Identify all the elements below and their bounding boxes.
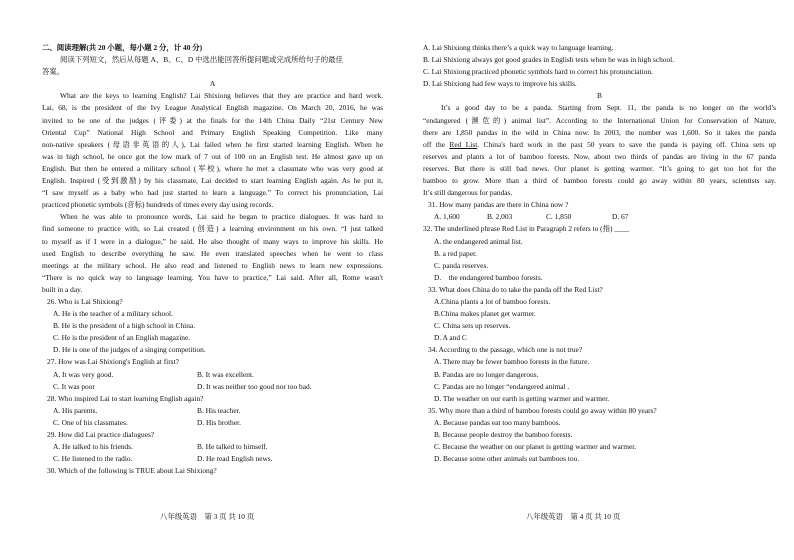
question-32-option-a: A. the endangered animal list. — [434, 236, 523, 246]
question-31-stem: 31. How many pandas are there in China now ? — [428, 200, 569, 210]
instruction-line: 阅读下列短文，然后从每题 A、B、C、D 中选出能回答所提问题或完成所给句子的最佳 — [60, 55, 343, 65]
question-28-options-row — [42, 417, 383, 429]
passage-a-line: When he was able to pronounce words, Lai said he began to practice dialogues. It was hard to — [60, 212, 383, 222]
question-30-option-c: C. Lai Shixiong practiced phonetic symbols hard to correct his pronunciation. — [423, 67, 653, 77]
passage-b-line: reserves. But there is still bad news. Our planet is getting warmer. “It’s going to get too hot for the — [423, 163, 776, 173]
question-32-stem: 32. The underlined phrase Red List in Paragraph 2 refers to (指) ____ — [423, 224, 630, 234]
passage-a-line: find someone to practice with, so Lai created (创造) a learning environment on his own. “I just talked — [42, 224, 383, 234]
passage-a-line: invited to be one of the judges (评委) at the finals for the 14th China Daily “21st Century New — [42, 115, 383, 125]
passage-b-line: bamboo to grow. More than a third of bamboo forests could go away within 80 years, scientists say. — [423, 176, 776, 186]
passage-a-line: non-native speakers (母语非英语的人), Lai failed when he first started learning English. When he — [42, 139, 383, 149]
left-page-footer: 八年级英语 第 3 页 共 10 页 — [160, 512, 255, 521]
question-28-stem: 28. Who inspired Lai to start learning English again? — [47, 393, 204, 403]
question-26-option-a: A. He is the teacher of a military school. — [53, 309, 173, 319]
passage-a-line: English. Inspired (受到激励) by his classmate, Lai decided to start learning English again. As he put it, — [42, 176, 383, 186]
passage-a-line: Oriental Cup” National High School and Primary English Speaking Competition. Like many — [42, 127, 383, 137]
passage-b-line: It’s still dangerous for pandas. — [423, 188, 513, 198]
question-26-option-c: C. He is the president of an English magazine. — [53, 333, 191, 343]
question-26-option-b: B. He is the president of a high school in China. — [53, 321, 196, 331]
question-31-option-d: D. 67 — [612, 212, 629, 222]
question-29-option-c: C. He listened to the radio. — [53, 454, 133, 464]
question-26-stem: 26. Who is Lai Shixiong? — [47, 296, 123, 306]
right-page-footer: 八年级英语 第 4 页 共 10 页 — [526, 512, 621, 521]
question-27-option-b: B. It was excellent. — [197, 369, 254, 379]
passage-b-line: there are 1,850 pandas in the wild in China now. In 2003, the number was 1,600. So it takes the panda — [423, 127, 776, 137]
question-34-stem: 34. According to the passage, which one is not true? — [428, 345, 583, 355]
passage-a-line: used English to describe everything he saw. He even translated speeches when he went to class — [42, 248, 383, 258]
question-29-options-row — [42, 453, 383, 465]
question-31-option-c: C. 1,850 — [546, 212, 572, 222]
red-list-underlined-phrase: Red List — [449, 139, 478, 149]
passage-a-line: “I saw myself as a baby who had just started to learn a language.” To correct his pronunciation, Lai — [42, 188, 383, 198]
passage-a-line: practiced phonetic symbols (音标) hundreds of times every day using records. — [42, 200, 274, 210]
passage-a-line: English. But then he entered a military school (军校), where he met a classmate who was very good at — [42, 163, 383, 173]
question-29-option-d: D. He read English news. — [197, 454, 273, 464]
passage-b-text: . China's hard work in the past 50 years to save the panda is paying off. China sets up — [477, 139, 776, 149]
question-33-stem: 33. What does China do to take the panda off the Red List? — [428, 284, 603, 294]
right-page — [397, 0, 794, 560]
passage-b-line: reserves and plants a lot of bamboo forests. Now, about two thirds of pandas are living in the 67 panda — [423, 151, 776, 161]
question-27-options-row — [42, 381, 383, 393]
question-26-option-d: D. He is one of the judges of a singing competition. — [53, 345, 206, 355]
question-27-options-row — [42, 369, 383, 381]
question-33-option-c: C. China sets up reserves. — [434, 321, 511, 331]
question-35-option-a: A. Because pandas eat too many bamboos. — [434, 417, 561, 427]
passage-a-line: built in a day. — [42, 284, 83, 294]
question-28-options-row — [42, 405, 383, 417]
passage-a-line: “There is no quick way to language learning. You have to practice,” Lai said. After all, Rome wasn't — [42, 272, 383, 282]
question-34-option-a: A. There may be fewer bamboo forests in the future. — [434, 357, 590, 367]
question-29-stem: 29. How did Lai practice dialogues? — [47, 430, 155, 439]
question-34-option-c: C. Pandas are no longer “endangered animal . — [434, 381, 570, 391]
question-30-option-a: A. Lai Shixiong thinks there’s a quick way to language learning. — [423, 43, 614, 52]
question-29-option-a: A. He talked to his friends. — [53, 442, 133, 452]
passage-b-text: off the — [423, 139, 450, 149]
passage-a-line: Lai, 68, is the president of the Ivy League Analytical English magazine. On March 20, 2016, he was — [42, 103, 383, 113]
passage-b-line — [423, 139, 776, 151]
question-28-option-c: C. One of his classmates. — [53, 417, 128, 427]
passage-a-line: meetings at the military school. He also read and listened to English news to learn new expressions. — [42, 260, 383, 270]
question-32-option-d: D. the endangered bamboo forests. — [434, 272, 543, 282]
passage-b-label: B — [597, 91, 602, 101]
question-33-option-b: B.China makes planet get warmer. — [434, 309, 536, 319]
question-32-option-b: B. a red paper. — [434, 248, 477, 258]
question-31-option-a: A. 1,600 — [434, 212, 460, 222]
question-27-option-d: D. It was neither too good nor too bad. — [197, 381, 312, 391]
question-34-option-b: B. Pandas are no longer dangerous. — [434, 369, 539, 379]
question-29-option-b: B. He talked to himself. — [197, 442, 268, 452]
question-28-option-d: D. His brother. — [197, 417, 241, 427]
question-35-option-b: B. Because people destroy the bamboo forests. — [434, 430, 573, 439]
question-30-stem: 30. Which of the following is TRUE about Lai Shixiong? — [47, 466, 217, 476]
question-35-stem: 35. Why more than a third of bamboo forests could go away within 80 years? — [428, 405, 657, 415]
question-33-option-d: D. A and C — [434, 333, 467, 343]
passage-a-line: What are the keys to learning English? Lai Shixiong believes that they are practice and hard work. — [60, 91, 383, 101]
passage-b-line: “endangered (濒危的) animal list”. According to the International Union for Conservation of Nature, — [423, 115, 776, 125]
question-28-option-b: B. His teacher. — [197, 405, 241, 415]
question-32-option-c: C. panda reserves. — [434, 260, 489, 270]
instruction-line: 答案。 — [42, 67, 65, 77]
passage-a-line: to myself as if I were in a dialogue,” he said. He also thought of many ways to improve his skills. He — [42, 236, 383, 246]
question-31-option-b: B. 2,003 — [487, 212, 513, 222]
section-title: 二、阅读理解(共 20 小题，每小题 2 分，计 40 分) — [42, 43, 203, 52]
question-27-option-c: C. It was poor — [53, 381, 95, 391]
question-30-option-b: B. Lai Shixiong always got good grades in English tests when he was in high school. — [423, 55, 675, 65]
question-29-options-row — [42, 441, 383, 453]
passage-a-label: A — [209, 79, 216, 89]
passage-b-line: It’s a good day to be a panda. Starting from Sept. 11, the panda is no longer on the world’s — [441, 103, 776, 113]
question-35-option-c: C. Because the weather on our planet is getting warmer and warmer. — [434, 442, 637, 452]
question-28-option-a: A. His parents. — [53, 405, 98, 415]
question-31-options-row — [423, 211, 776, 223]
question-34-option-d: D. The weather on our earth is getting warmer and warmer. — [434, 393, 610, 403]
question-35-option-d: D. Because some other animals eat bamboos too. — [434, 454, 580, 464]
question-33-option-a: A.China plants a lot of bamboo forests. — [434, 296, 551, 306]
passage-a-line: was in high school, he once got the low mark of 7 out of 100 on an English test. He almost gave up on — [42, 151, 383, 161]
question-27-option-a: A. It was very good. — [53, 369, 114, 379]
question-27-stem: 27. How was Lai Shixiong's English at first? — [47, 357, 179, 367]
question-30-option-d: D. Lai Shixiong had few ways to improve his skills. — [423, 79, 577, 89]
